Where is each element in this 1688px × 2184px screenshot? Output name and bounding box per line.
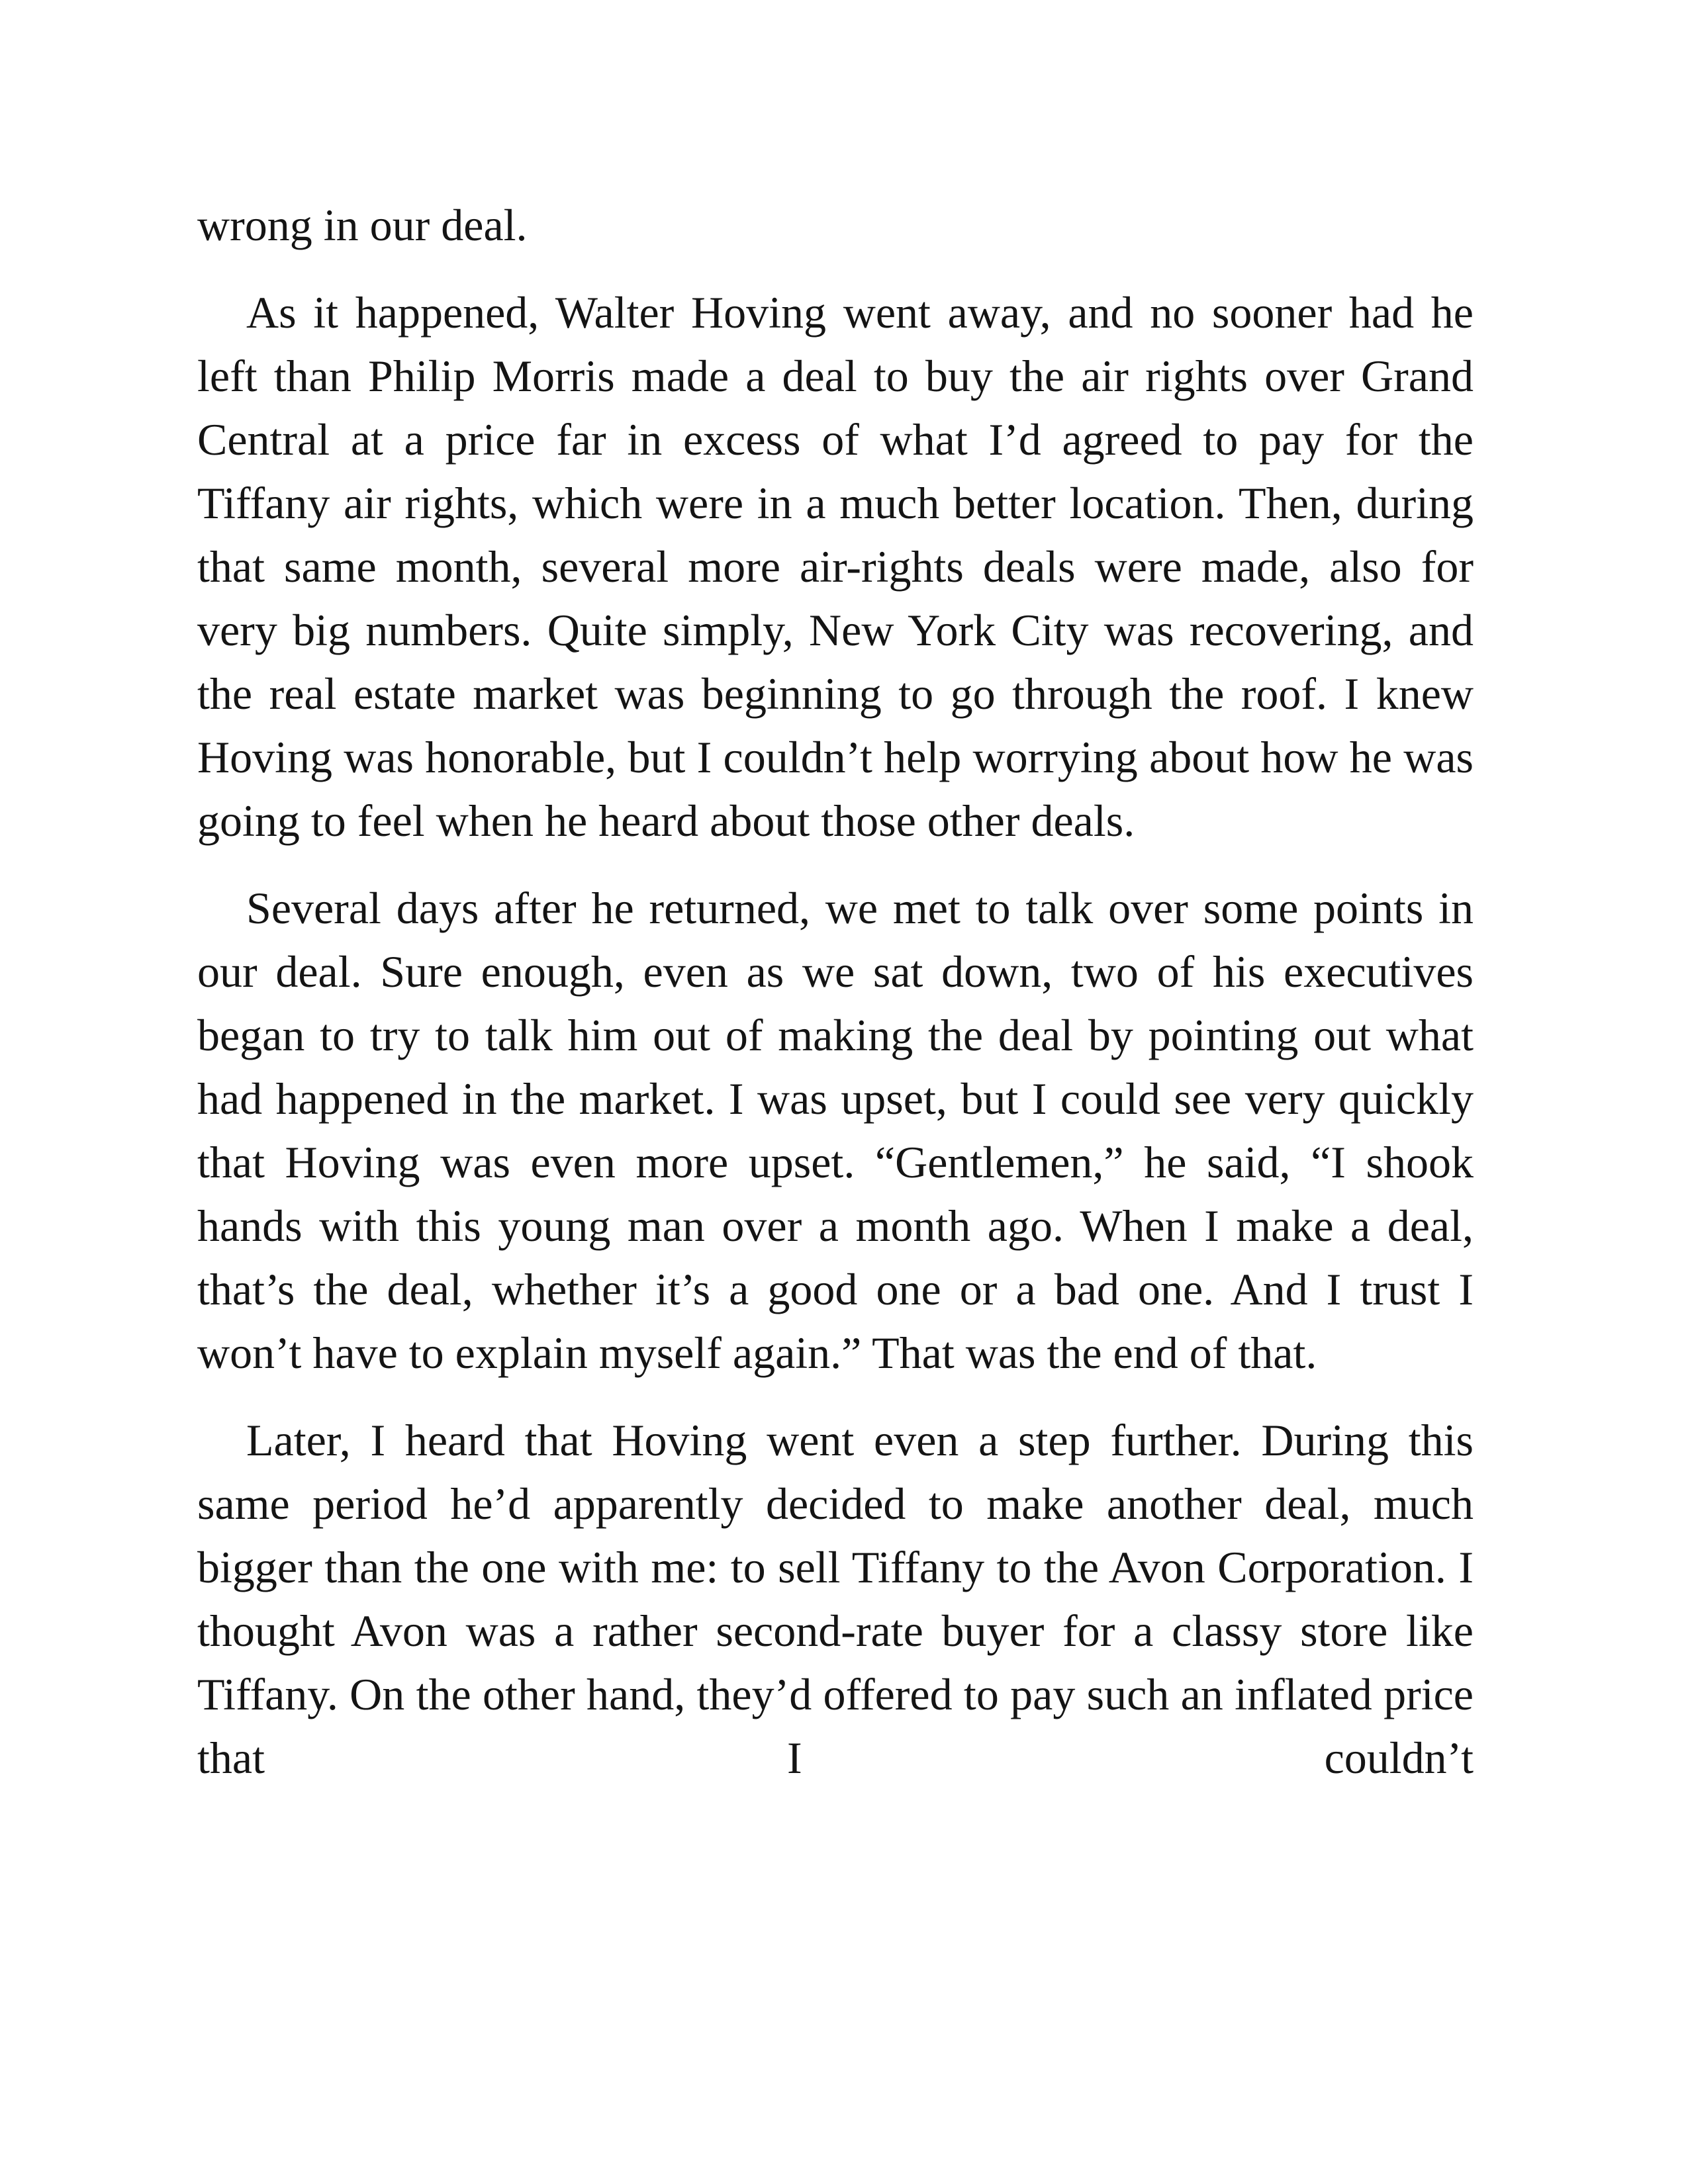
paragraph-continuation: wrong in our deal. bbox=[197, 200, 528, 250]
paragraph-air-rights: As it happened, Walter Hoving went away, and no sooner had he left than Philip Morris made a deal to buy the air rights over Grand Central at a price far in excess of what I’d agreed to pay for the Tiffany air rights, which were in a much better location. Then, during that same month, several more air-rights deals were made, also for very big numbers. Quite simply, New York City was recovering, and the real estate market was beginning to go through the roof. I knew Hoving was honorable, but I couldn’t help worrying about how he was going to feel when he heard about those other deals. bbox=[197, 287, 1474, 846]
paragraph-avon: Later, I heard that Hoving went even a step further. During this same period he’d apparently decided to make another deal, much bigger than the one with me: to sell Tiffany to the Avon Corporation. I thought Avon was a rather second-rate buyer for a classy store like Tiffany. On the other hand, they’d offered to pay such an inflated price that I couldn’t bbox=[197, 1415, 1474, 1783]
body-text bbox=[197, 193, 1474, 1813]
paragraph-meeting: Several days after he returned, we met to talk over some points in our deal. Sure enough, even as we sat down, two of his executives began to try to talk him out of making the deal by pointing out what had happened in the market. I was upset, but I could see very quickly that Hoving was even more upset. “Gentlemen,” he said, “I shook hands with this young man over a month ago. When I make a deal, that’s the deal, whether it’s a good one or a bad one. And I trust I won’t have to explain myself again.” That was the end of that. bbox=[197, 883, 1474, 1378]
